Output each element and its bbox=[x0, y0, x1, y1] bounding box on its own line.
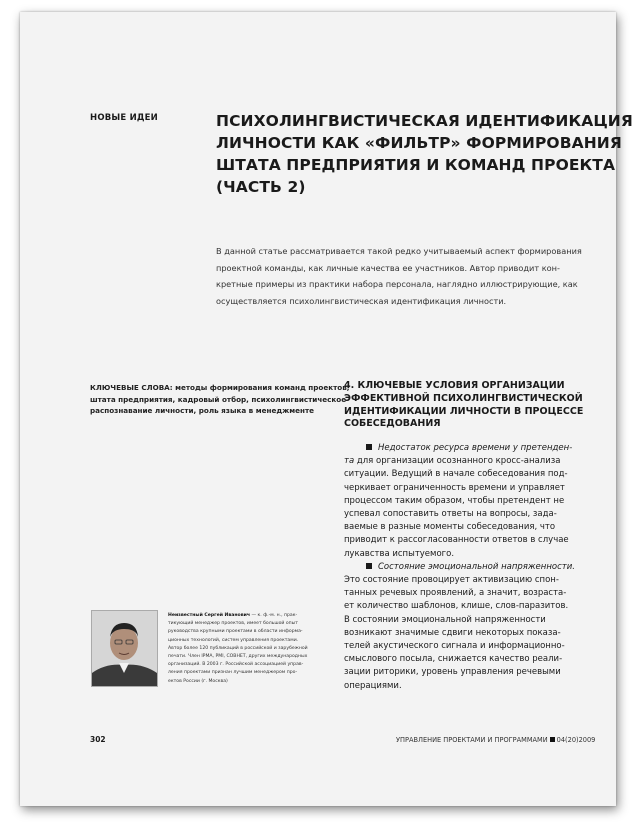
body-line: черкивает ограниченность времени и управляет bbox=[344, 482, 565, 493]
article-lead bbox=[216, 243, 588, 309]
title-line: ШТАТА ПРЕДПРИЯТИЯ И КОМАНД ПРОЕКТА bbox=[216, 156, 616, 174]
title-line: (ЧАСТЬ 2) bbox=[216, 178, 306, 196]
author-portrait-icon bbox=[92, 611, 157, 686]
author-line: ления проектами признан лучшим менеджером про- bbox=[168, 670, 298, 676]
body-line: смыслового посыла, снижается качество реали- bbox=[344, 654, 563, 665]
author-bio bbox=[168, 612, 330, 686]
keywords-line: штата предприятия, кадровый отбор, психолингвистическое bbox=[90, 394, 347, 404]
author-line: Автор более 120 публикаций в российской и зарубежной bbox=[168, 645, 308, 651]
section-heading bbox=[344, 380, 584, 431]
body-line: зации риторики, уровень управления речевыми bbox=[344, 667, 561, 678]
italic-lead: Недостаток ресурса времени у претенден- bbox=[378, 443, 573, 453]
journal-footer bbox=[396, 736, 595, 744]
lead-line: проектной команды, как личные качества ее участников. Автор приводит кон- bbox=[216, 262, 560, 273]
body-fragment: для организации осознанного кросс-анализа bbox=[354, 456, 561, 467]
lead-line: осуществляется психолингвистическая идентификация личности. bbox=[216, 295, 507, 306]
body-line: лукавства испытуемого. bbox=[344, 548, 455, 559]
body-line: ваемые в разные моменты собеседования, что bbox=[344, 522, 556, 533]
keywords-line: КЛЮЧЕВЫЕ СЛОВА: методы формирования команд проектов, bbox=[90, 383, 350, 392]
italic-lead: Состояние эмоциональной напряженности. bbox=[378, 561, 575, 572]
section-label: НОВЫЕ ИДЕИ bbox=[90, 113, 158, 123]
body-line: операциями. bbox=[344, 680, 402, 691]
body-line: успевал сопоставить ответы на вопросы, зада- bbox=[344, 509, 557, 520]
author-line: тикующий менеджер проектов, имеет большой опыт bbox=[168, 621, 298, 627]
author-photo bbox=[91, 610, 158, 687]
body-line bbox=[344, 561, 580, 574]
body-line: возникают значимые сдвиги некоторых показа- bbox=[344, 627, 561, 638]
author-fragment: — к. ф.-м. н., прак- bbox=[249, 613, 298, 618]
author-line: организаций. В 2003 г. Российской ассоциацией управ- bbox=[168, 662, 304, 668]
body-line: В состоянии эмоциональной напряженности bbox=[344, 614, 546, 625]
heading-line: СОБЕСЕДОВАНИЯ bbox=[344, 418, 441, 430]
heading-line: ИДЕНТИФИКАЦИИ ЛИЧНОСТИ В ПРОЦЕССЕ bbox=[344, 405, 584, 417]
author-line: ектов России (г. Москва) bbox=[168, 678, 228, 684]
bullet-square-icon bbox=[366, 563, 372, 569]
author-name: Неизвестный Сергей Иванович bbox=[168, 613, 250, 618]
body-line: ситуации. Ведущий в начале собеседования под- bbox=[344, 469, 568, 480]
bullet-square-icon bbox=[366, 444, 372, 450]
title-line: ПСИХОЛИНГВИСТИЧЕСКАЯ ИДЕНТИФИКАЦИЯ bbox=[216, 112, 633, 130]
italic-lead: та bbox=[344, 456, 355, 467]
title-line: ЛИЧНОСТИ КАК «ФИЛЬТР» ФОРМИРОВАНИЯ bbox=[216, 134, 622, 152]
author-line bbox=[168, 612, 330, 620]
journal-name: УПРАВЛЕНИЕ ПРОЕКТАМИ И ПРОГРАММАМИ bbox=[396, 736, 548, 744]
square-separator-icon bbox=[550, 737, 555, 742]
author-line: ционных технологий, систем управления проектами. bbox=[168, 637, 299, 643]
heading-line: 4. КЛЮЧЕВЫЕ УСЛОВИЯ ОРГАНИЗАЦИИ bbox=[344, 380, 565, 391]
author-line: руководства крупными проектами в области информа- bbox=[168, 629, 303, 635]
body-line: Это состояние провоцирует активизацию спон- bbox=[344, 575, 559, 586]
body-text bbox=[344, 442, 580, 693]
article-title bbox=[216, 110, 633, 198]
page-number: 302 bbox=[90, 735, 106, 744]
lead-line: кретные примеры из практики набора персонала, наглядно иллюстрирующие, как bbox=[216, 279, 578, 289]
lead-line: В данной статье рассматривается такой редко учитываемый аспект формирования bbox=[216, 246, 582, 256]
journal-issue: 04(20)2009 bbox=[556, 736, 596, 744]
body-line: процессом таким образом, чтобы претендент не bbox=[344, 495, 565, 506]
keywords-line: распознавание личности, роль языка в менеджменте bbox=[90, 406, 315, 415]
heading-line: ЭФФЕКТИВНОЙ ПСИХОЛИНГВИСТИЧЕСКОЙ bbox=[344, 392, 583, 404]
body-line: приводит к рассогласованности ответов в случае bbox=[344, 535, 569, 546]
body-line: танных речевых проявлений, а значит, возраста- bbox=[344, 588, 567, 599]
keywords-block bbox=[90, 382, 350, 417]
body-line bbox=[344, 442, 580, 455]
body-line: ет количество шаблонов, клише, слов-паразитов. bbox=[344, 601, 569, 612]
body-line: телей акустического сигнала и информационно- bbox=[344, 641, 565, 652]
body-line bbox=[344, 455, 580, 468]
author-line: печати. Член IPMA, PMI, СОВНЕТ, других международных bbox=[168, 654, 308, 660]
journal-page bbox=[20, 12, 633, 806]
